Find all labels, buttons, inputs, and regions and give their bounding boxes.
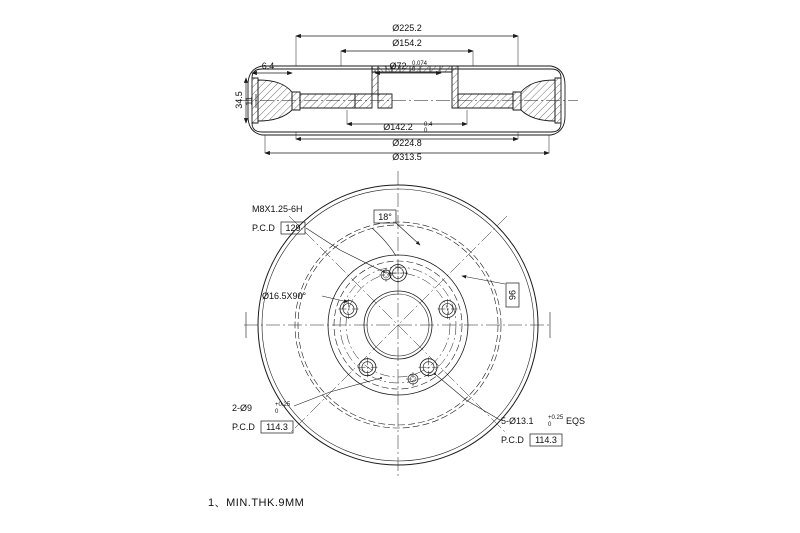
callout-thread [252,204,384,272]
callout-holes5-box: 114.3 [535,435,557,445]
callout-holes5-line2: P.C.D [501,435,524,445]
dim-label-d1422-tol-lower: 0 [424,128,428,134]
section-profile-hub [355,66,458,108]
callout-holes5-tol-upper: +0.25 [548,415,564,421]
dim-label-d11: 11 [244,96,254,106]
dim-label-d2248: Ø224.8 [392,138,422,148]
callout-thread-line1: M8X1.25-6H [252,204,303,214]
callout-holes5-line1: 5-Ø13.1 [501,416,534,426]
callout-holes2-tol-lower: 0 [275,409,279,415]
callout-angle18 [372,210,420,256]
callout-thread-box: 129 [285,223,301,233]
dim-label-d72-tol-upper: 0.074 [412,61,428,67]
callout-chamfer-label: Ø16.5X90° [262,291,307,301]
callout-holes5-suffix: EQS [566,416,586,426]
dim-label-d1542: Ø154.2 [392,38,422,48]
dim-d1422 [347,110,467,134]
dim-label-d72: Ø72 [389,61,407,71]
dim-label-d1422: Ø142.2 [383,122,413,132]
callout-angle96 [462,276,519,307]
callout-holes2-line2: P.C.D [232,422,255,432]
drawing-note: 1、MIN.THK.9MM [208,497,305,509]
callout-holes2 [232,378,381,433]
callout-angle18-box: 18° [378,212,392,222]
dim-d2248 [296,132,518,148]
cross-section-view [234,23,578,162]
dim-label-d3135: Ø313.5 [392,152,422,162]
dim-label-d1422-tol-upper: 0.4 [424,122,433,128]
callout-holes2-tol-upper: +0.25 [275,402,291,408]
threaded-holes [379,268,420,386]
callout-chamfer [262,291,348,302]
callout-holes5-tol-lower: 0 [548,422,552,428]
face-view [232,171,585,479]
dim-label-d345: 34.5 [234,91,244,109]
dim-label-d72-tol-lower: 0 [412,67,416,73]
callout-holes2-box: 114.3 [266,422,288,432]
dim-d1542 [341,38,473,66]
callout-holes2-line1: 2-Ø9 [232,403,253,413]
callout-angle96-box: 96 [507,289,517,301]
dim-label-d64: 6.4 [261,61,275,71]
dim-label-d2252: Ø225.2 [392,23,422,33]
callout-thread-line2: P.C.D [252,223,275,233]
